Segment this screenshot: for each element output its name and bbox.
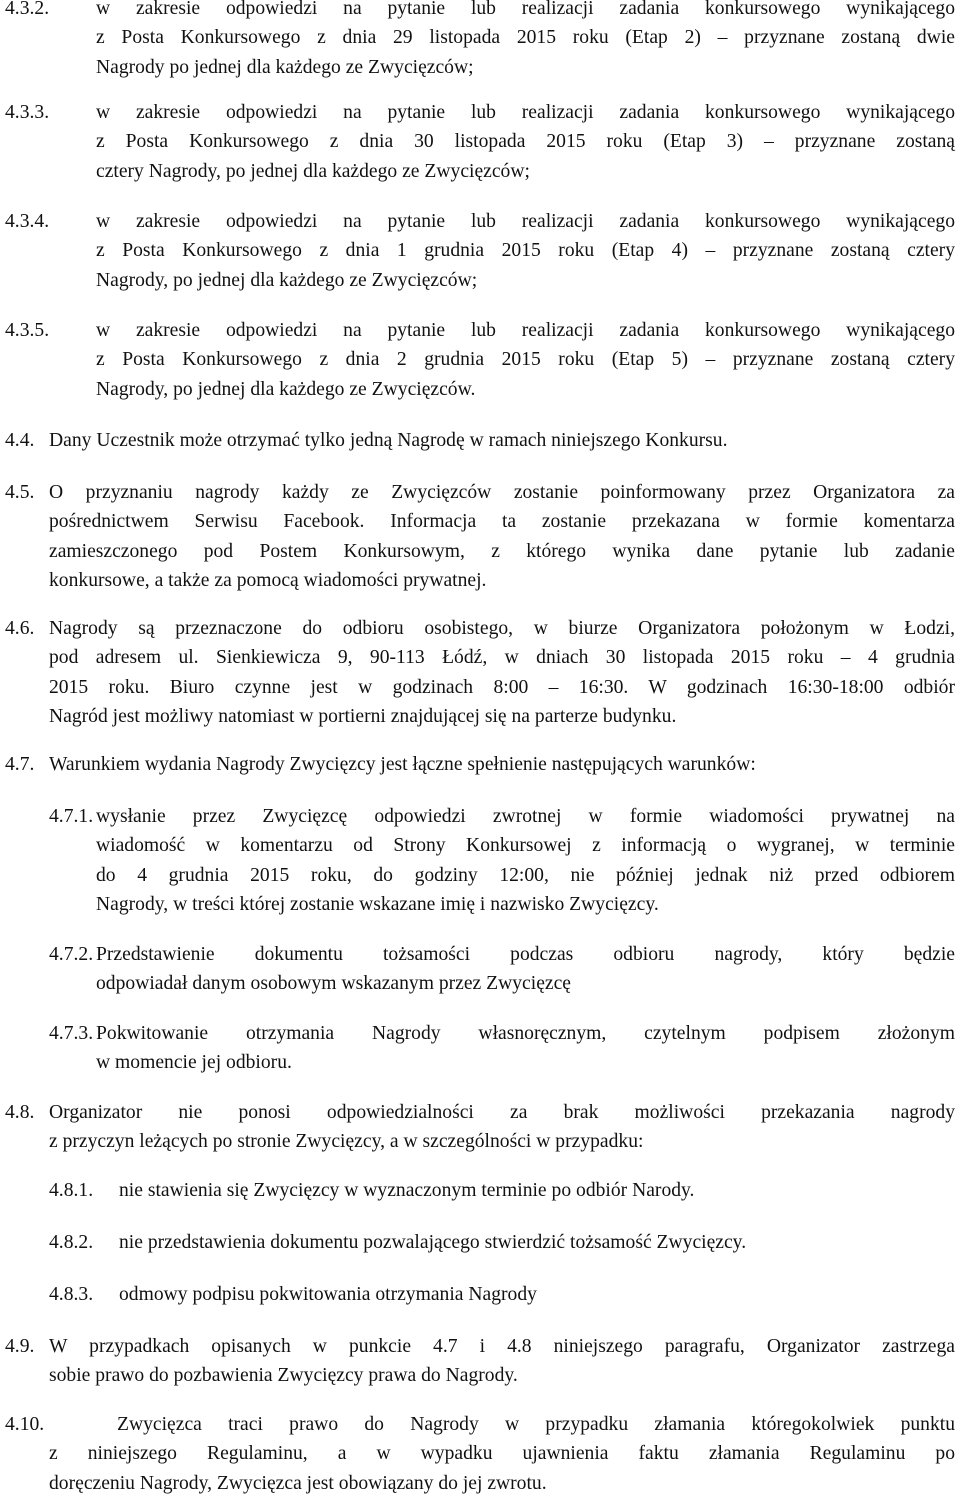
text-line: Zwycięzca traci prawo do Nagrody w przypadku złamania któregokolwiek punktu bbox=[117, 1414, 955, 1435]
text-line: W przypadkach opisanych w punkcie 4.7 i 4.8 niniejszego paragrafu, Organizator zastrzega bbox=[49, 1336, 955, 1357]
clause-text bbox=[96, 98, 955, 186]
clause-number: 4.8.1. bbox=[49, 1180, 94, 1201]
clause-number: 4.7.3. bbox=[49, 1023, 94, 1044]
text-line: sobie prawo do pozbawienia Zwycięzcy prawa do Nagrody. bbox=[49, 1365, 518, 1387]
clause-number: 4.7.2. bbox=[49, 944, 94, 965]
text-line: z Posta Konkursowego z dnia 2 grudnia 2015 roku (Etap 5) – przyznane zostaną cztery bbox=[96, 349, 955, 371]
text-line: z Posta Konkursowego z dnia 30 listopada 2015 roku (Etap 3) – przyznane zostaną bbox=[96, 131, 955, 153]
text-line: nie stawienia się Zwycięzcy w wyznaczonym terminie po odbiór Narody. bbox=[119, 1180, 695, 1201]
text-line: wysłanie przez Zwycięzcę odpowiedzi zwrotnej w formie wiadomości prywatnej na bbox=[96, 806, 955, 827]
clause-text bbox=[96, 1019, 955, 1078]
text-line: Nagrody, w treści której zostanie wskazane imię i nazwisko Zwycięzcy. bbox=[96, 893, 659, 915]
clause-text bbox=[49, 1410, 955, 1498]
clause-number: 4.5. bbox=[5, 482, 35, 503]
clause-text bbox=[49, 1332, 955, 1391]
text-line: Dany Uczestnik może otrzymać tylko jedną Nagrodę w ramach niniejszego Konkursu. bbox=[49, 430, 728, 451]
text-line: z Posta Konkursowego z dnia 1 grudnia 2015 roku (Etap 4) – przyznane zostaną cztery bbox=[96, 240, 955, 262]
clause-text bbox=[49, 478, 955, 595]
clause-number: 4.3.5. bbox=[5, 320, 50, 341]
text-line: w zakresie odpowiedzi na pytanie lub realizacji zadania konkursowego wynikającego bbox=[96, 211, 955, 232]
clause-text bbox=[49, 750, 955, 779]
clause-text bbox=[96, 940, 955, 999]
text-line: z przyczyn leżących po stronie Zwycięzcy, a w szczególności w przypadku: bbox=[49, 1131, 644, 1153]
text-line: 2015 roku. Biuro czynne jest w godzinach 8:00 – 16:30. W godzinach 16:30-18:00 odbiór bbox=[49, 676, 955, 698]
text-line: Nagrody po jednej dla każdego ze Zwycięzców; bbox=[96, 56, 474, 78]
text-line: Organizator nie ponosi odpowiedzialności za brak możliwości przekazania nagrody bbox=[49, 1102, 955, 1123]
clause-text bbox=[49, 1098, 955, 1157]
clause-number: 4.6. bbox=[5, 618, 35, 639]
clause-number: 4.8. bbox=[5, 1102, 35, 1123]
clause-number: 4.3.4. bbox=[5, 211, 50, 232]
clause-text bbox=[96, 316, 955, 404]
clause-text bbox=[49, 614, 955, 731]
text-line: Nagrody są przeznaczone do odbioru osobistego, w biurze Organizatora położonym w Łodzi, bbox=[49, 618, 955, 639]
text-line: do 4 grudnia 2015 roku, do godziny 12:00, nie później jednak niż przed odbiorem bbox=[96, 864, 955, 886]
text-line: wiadomość w komentarzu od Strony Konkursowej z informacją o wygranej, w terminie bbox=[96, 835, 955, 857]
clause-number: 4.8.2. bbox=[49, 1232, 94, 1253]
text-line: O przyznaniu nagrody każdy ze Zwycięzców zostanie poinformowany przez Organizatora za bbox=[49, 482, 955, 503]
clause-text bbox=[96, 207, 955, 295]
text-line: w zakresie odpowiedzi na pytanie lub realizacji zadania konkursowego wynikającego bbox=[96, 0, 955, 19]
text-line: pod adresem ul. Sienkiewicza 9, 90-113 Łódź, w dniach 30 listopada 2015 roku – 4 grudnia bbox=[49, 647, 955, 669]
clause-text bbox=[96, 802, 955, 919]
text-line: Nagrody, po jednej dla każdego ze Zwycięzców; bbox=[96, 269, 478, 291]
text-line: odpowiadał danym osobowym wskazanym przez Zwycięzcę bbox=[96, 973, 571, 995]
text-line: nie przedstawienia dokumentu pozwalającego stwierdzić tożsamość Zwycięzcy. bbox=[119, 1232, 747, 1253]
clause-number: 4.7.1. bbox=[49, 806, 94, 827]
text-line: w zakresie odpowiedzi na pytanie lub realizacji zadania konkursowego wynikającego bbox=[96, 320, 955, 341]
clause-text bbox=[96, 0, 955, 82]
text-line: Nagrody, po jednej dla każdego ze Zwycięzców. bbox=[96, 378, 476, 400]
text-line: cztery Nagrody, po jednej dla każdego ze Zwycięzców; bbox=[96, 160, 530, 182]
text-line: Pokwitowanie otrzymania Nagrody własnoręcznym, czytelnym podpisem złożonym bbox=[96, 1023, 955, 1044]
text-line: odmowy podpisu pokwitowania otrzymania Nagrody bbox=[119, 1284, 537, 1305]
clause-text bbox=[119, 1280, 955, 1309]
clause-number: 4.4. bbox=[5, 430, 35, 451]
clause-number: 4.3.2. bbox=[5, 0, 50, 19]
text-line: Przedstawienie dokumentu tożsamości podczas odbioru nagrody, który będzie bbox=[96, 944, 955, 965]
text-line: konkursowe, a także za pomocą wiadomości prywatnej. bbox=[49, 569, 487, 591]
text-line: Nagród jest możliwy natomiast w portierni znajdującej się na parterze budynku. bbox=[49, 705, 677, 727]
text-line: w zakresie odpowiedzi na pytanie lub realizacji zadania konkursowego wynikającego bbox=[96, 102, 955, 123]
clause-number: 4.8.3. bbox=[49, 1284, 94, 1305]
clause-number: 4.3.3. bbox=[5, 102, 50, 123]
clause-number: 4.9. bbox=[5, 1336, 35, 1357]
clause-number: 4.7. bbox=[5, 754, 35, 775]
text-line: zamieszczonego pod Postem Konkursowym, z którego wynika dane pytanie lub zadanie bbox=[49, 540, 955, 562]
text-line: w momencie jej odbioru. bbox=[96, 1052, 292, 1074]
clause-text bbox=[49, 426, 955, 455]
text-line: z niniejszego Regulaminu, a w wypadku ujawnienia faktu złamania Regulaminu po bbox=[49, 1443, 955, 1465]
clause-text bbox=[119, 1176, 955, 1205]
text-line: pośrednictwem Serwisu Facebook. Informacja ta zostanie przekazana w formie komentarza bbox=[49, 511, 955, 533]
clause-text bbox=[119, 1228, 955, 1257]
text-line: z Posta Konkursowego z dnia 29 listopada 2015 roku (Etap 2) – przyznane zostaną dwie bbox=[96, 27, 955, 49]
text-line: doręczeniu Nagrody, Zwycięzca jest obowiązany do jej zwrotu. bbox=[49, 1472, 547, 1494]
clause-number: 4.10. bbox=[5, 1414, 45, 1435]
text-line: Warunkiem wydania Nagrody Zwycięzcy jest łączne spełnienie następujących warunków: bbox=[49, 754, 756, 775]
